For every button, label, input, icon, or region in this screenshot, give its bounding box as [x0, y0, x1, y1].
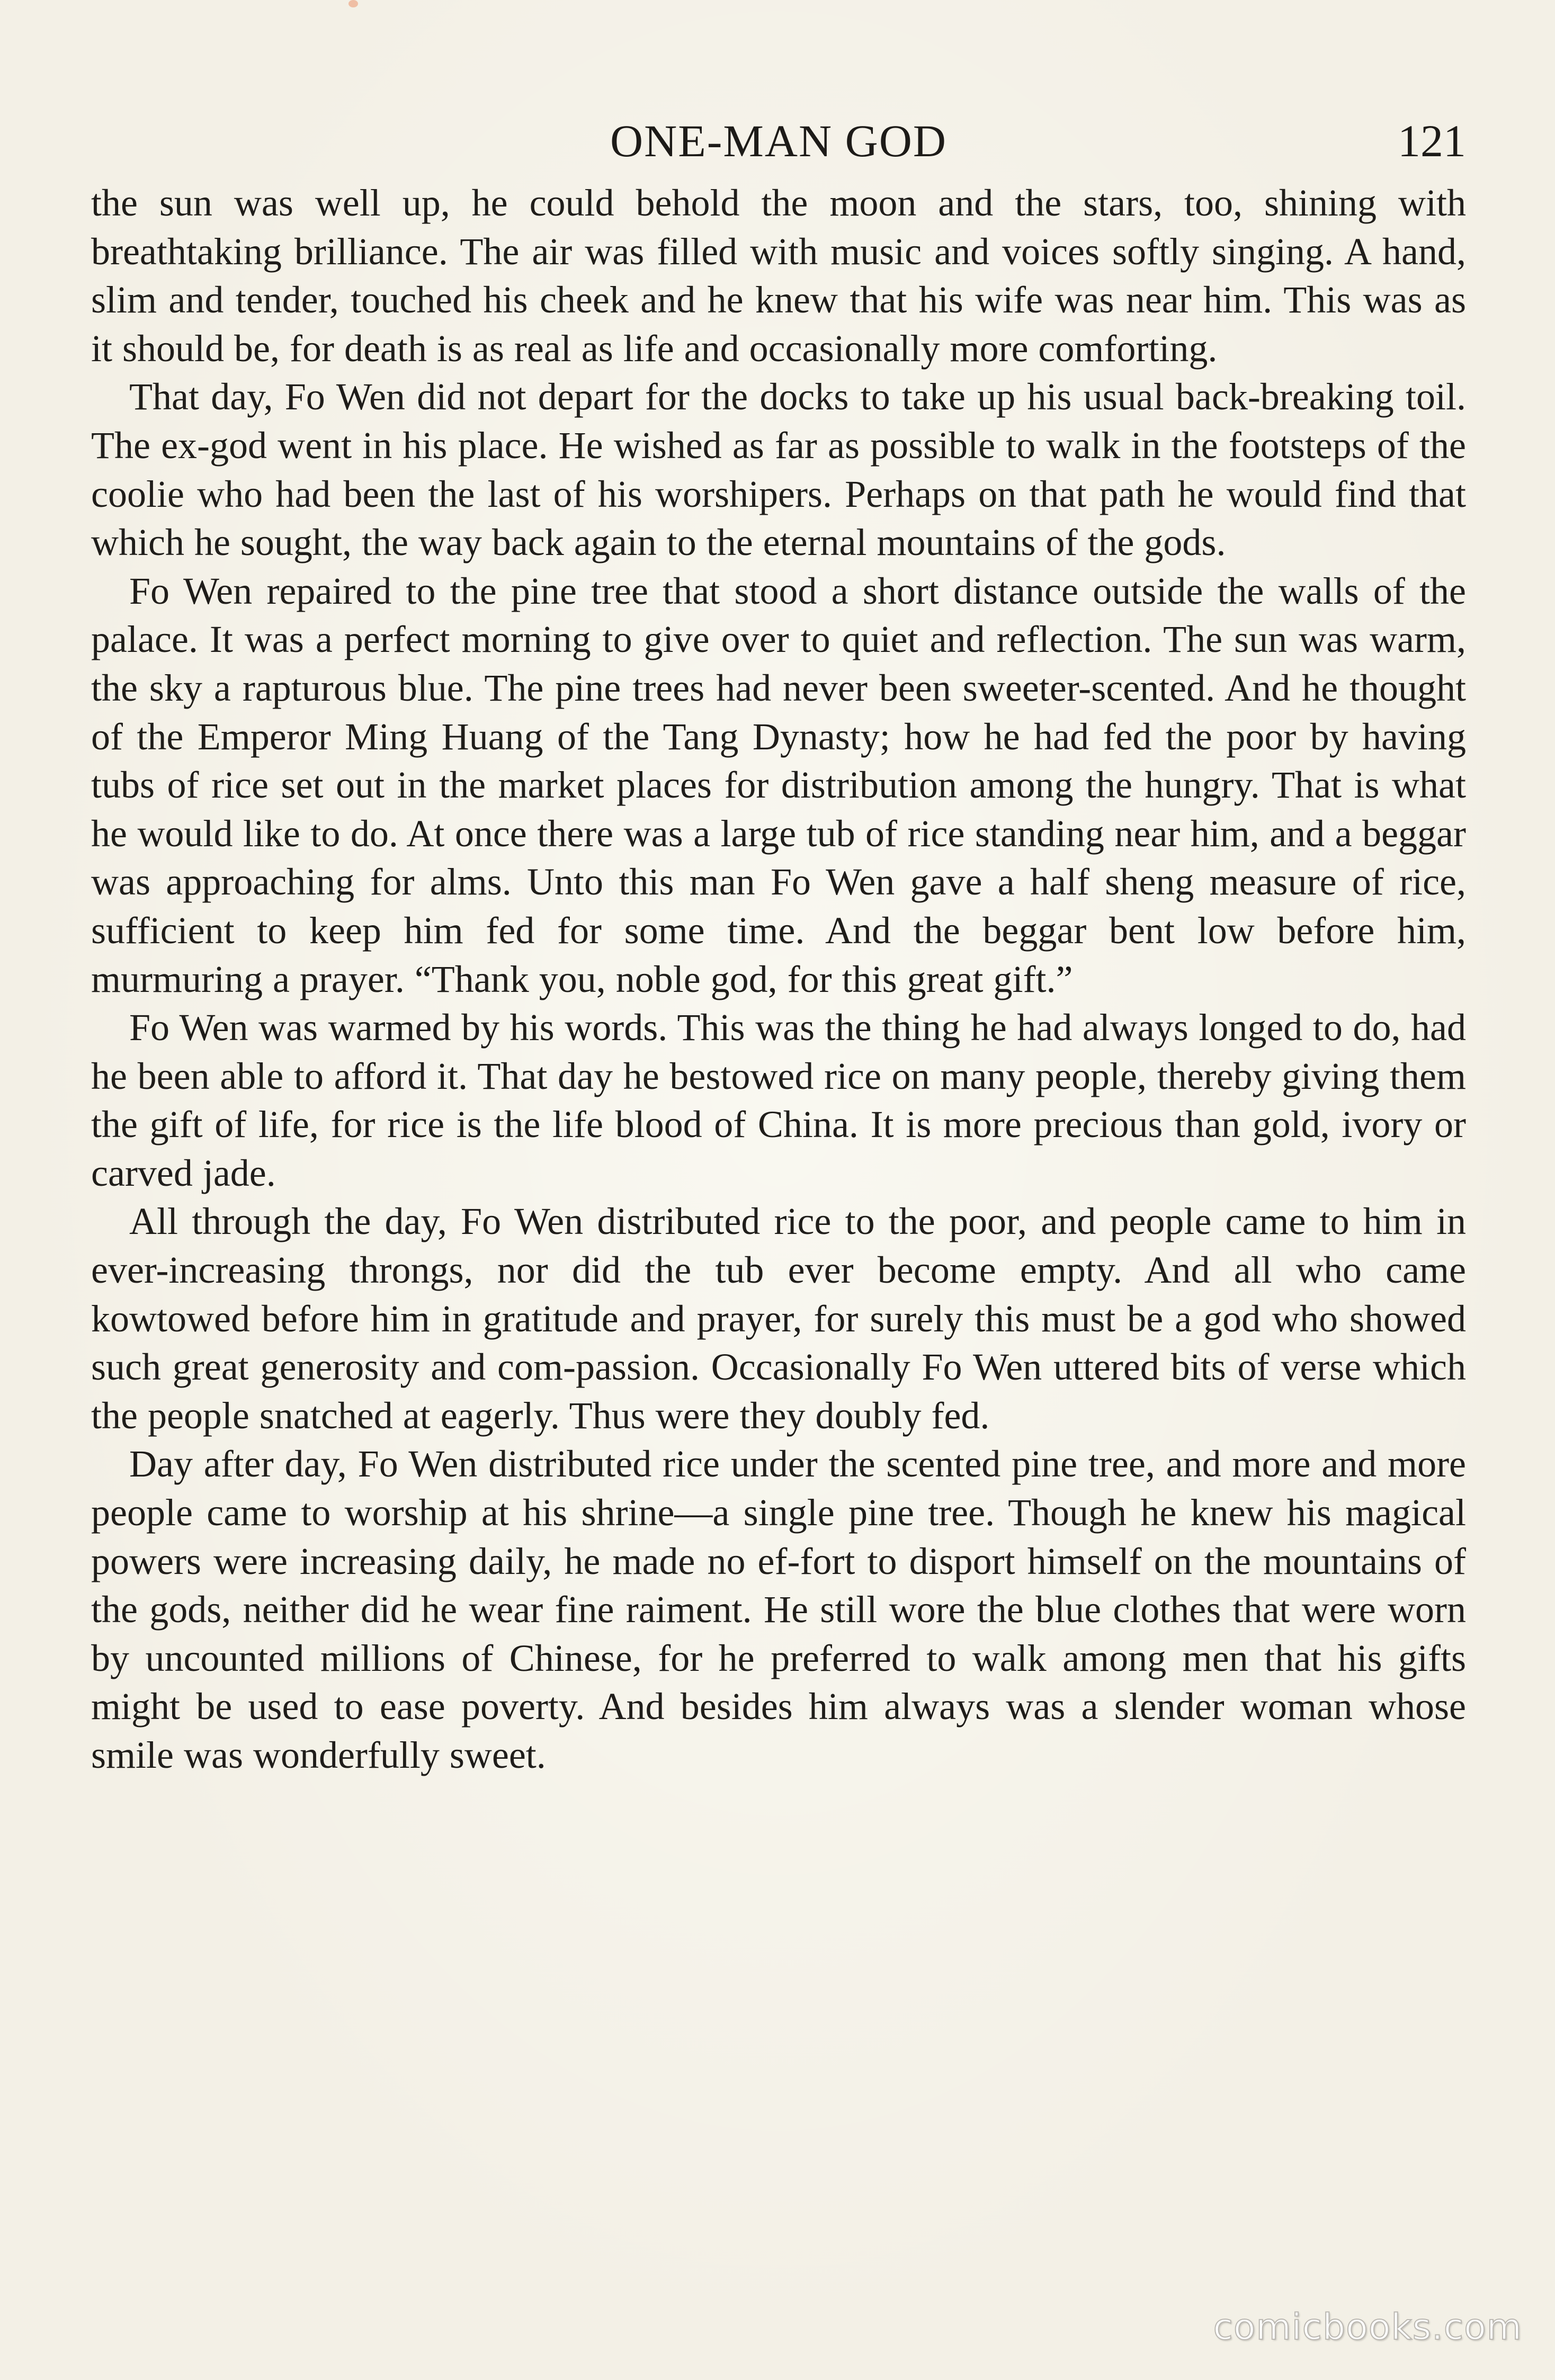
paragraph: That day, Fo Wen did not depart for the docks to take up his usual back-breaking toil. The ex-god went in his place. He wished as far as possible to walk in the footsteps of the coolie who had been the last of his worshipers. Perhaps on that path he would find that which he sought, the way back again to the eternal mountains of the gods. [91, 375, 1466, 564]
paragraph: Day after day, Fo Wen distributed rice under the scented pine tree, and more and more people came to worship at his shrine—a single pine tree. Though he knew his magical powers were increasing daily, he made no ef-fort to disport himself on the mountains of the gods, neither did he wear fine raiment. He still wore the blue clothes that were worn by uncounted millions of Chinese, for he preferred to walk among men that his gifts might be used to ease poverty. And besides him always was a slender woman whose smile was wonderfully sweet. [91, 1443, 1466, 1776]
page-number: 121 [1398, 115, 1466, 166]
body-text [91, 179, 1466, 1780]
paragraph: All through the day, Fo Wen distributed rice to the poor, and people came to him in ever-increasing throngs, nor did the tub ever become empty. And all who came kowtowed before him in gratitude and prayer, for surely this must be a god who showed such great generosity and com-passion. Occasionally Fo Wen uttered bits of verse which the people snatched at eagerly. Thus were they doubly fed. [91, 1200, 1466, 1437]
site-watermark: comicbooks.com [1213, 2306, 1522, 2348]
paragraph-continuation: the sun was well up, he could behold the moon and the stars, too, shining with breathtaking brilliance. The air was filled with music and voices softly singing. A hand, slim and tender, touched his cheek and he knew that his wife was near him. This was as it should be, for death is as real as life and occasionally more comforting. [91, 182, 1466, 370]
paper-smudge [348, 0, 358, 7]
paragraph: Fo Wen was warmed by his words. This was the thing he had always longed to do, had he been able to afford it. That day he bestowed rice on many people, thereby giving them the gift of life, for rice is the life blood of China. It is more precious than gold, ivory or carved jade. [91, 1006, 1466, 1194]
paragraph: Fo Wen repaired to the pine tree that stood a short distance outside the walls of the palace. It was a perfect morning to give over to quiet and reflection. The sun was warm, the sky a rapturous blue. The pine trees had never been sweeter-scented. And he thought of the Emperor Ming Huang of the Tang Dynasty; how he had fed the poor by having tubs of rice set out in the market places for distribution among the hungry. That is what he would like to do. At once there was a large tub of rice standing near him, and a beggar was approaching for alms. Unto this man Fo Wen gave a half sheng measure of rice, sufficient to keep him fed for some time. And the beggar bent low before him, murmuring a prayer. “Thank you, noble god, for this great gift.” [91, 569, 1466, 1000]
page-header [91, 115, 1466, 166]
running-title: ONE-MAN GOD [610, 115, 947, 166]
